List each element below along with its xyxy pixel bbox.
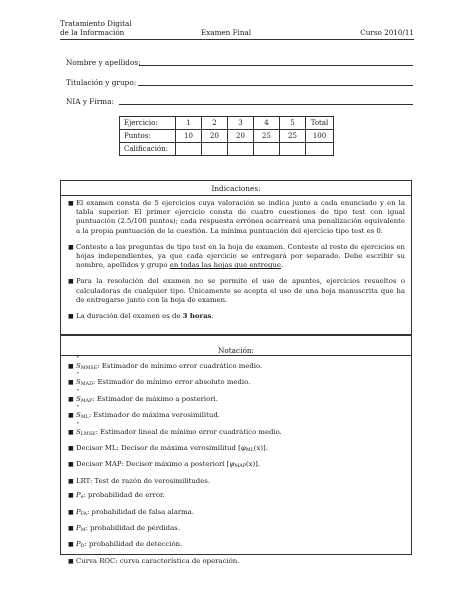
- degree-field: [66, 78, 136, 87]
- estimator-symbol: ˆ S: [76, 362, 81, 371]
- estimator-subscript: MAP: [80, 398, 93, 404]
- bullet-icon: ■: [68, 541, 74, 549]
- notation-text: Decisor ML: Decisor de máxima verosimilitud [: [76, 443, 241, 452]
- notation-item: [67, 491, 405, 502]
- bullet-icon: ■: [68, 412, 74, 420]
- notation-text: (x)].: [253, 443, 268, 452]
- instructions-title-rule: [61, 195, 411, 196]
- instruction-text: .: [280, 261, 284, 270]
- notation-item: [67, 524, 405, 535]
- instruction-text: Conteste a las preguntas de tipo test en la hoja de examen. Conteste al resto de ejercicios en hojas independientes, ya que cada ejercicio se entregará por separado. Debe escribir su nombre, apellidos y grupo: [76, 242, 405, 270]
- notation-item: [67, 557, 405, 566]
- grade-total-cell[interactable]: [306, 143, 334, 156]
- instruction-item: [67, 199, 405, 236]
- exercise-number: 1: [176, 117, 202, 130]
- header-divider: [60, 39, 414, 40]
- bullet-icon: ■: [68, 492, 74, 500]
- notation-text: (x)].: [245, 460, 261, 469]
- notation-item: [67, 428, 405, 439]
- bullet-icon: ■: [68, 557, 74, 565]
- estimator-symbol: ˆ S: [76, 378, 81, 387]
- exercise-number: 2: [202, 117, 228, 130]
- estimator-subscript: MMSE: [80, 366, 98, 371]
- notation-text: Curva ROC: curva característica de operación.: [76, 556, 240, 565]
- course-year: Curso 2010/11: [360, 28, 414, 37]
- id-field: [66, 97, 114, 106]
- estimator-symbol: ˆ S: [76, 395, 81, 404]
- probability-symbol: P: [76, 491, 81, 500]
- name-field: [66, 58, 141, 67]
- name-line[interactable]: [139, 65, 413, 66]
- bullet-icon: ■: [68, 363, 74, 370]
- instruction-item: [67, 277, 405, 305]
- exercise-row: [120, 117, 334, 130]
- points-row-label: Puntos:: [120, 130, 176, 143]
- notation-item: [67, 395, 405, 406]
- bullet-icon: ■: [68, 428, 74, 436]
- probability-symbol: P: [76, 523, 81, 532]
- grade-cell[interactable]: [228, 143, 254, 156]
- notation-text: : probabilidad de error.: [83, 491, 165, 500]
- points-value: 20: [202, 130, 228, 143]
- subject-line-1: Tratamiento Digital: [60, 19, 132, 28]
- decision-subscript: MAP: [234, 464, 246, 470]
- exam-type: Examen Final: [201, 28, 252, 37]
- probability-subscript: D: [80, 544, 85, 550]
- bullet-icon: ■: [68, 243, 74, 251]
- instruction-item: [67, 243, 405, 271]
- notation-text: Decisor MAP: Decisor máximo a posteriori [: [76, 460, 230, 469]
- degree-line[interactable]: [138, 85, 413, 86]
- notation-item: [67, 540, 405, 551]
- bullet-icon: ■: [68, 477, 74, 485]
- probability-subscript: M: [80, 527, 86, 533]
- notation-item: [67, 411, 405, 422]
- notation-text: : Estimador de mínimo error absoluto medio.: [92, 378, 251, 387]
- bullet-icon: ■: [68, 395, 74, 403]
- bullet-icon: ■: [68, 313, 74, 321]
- grade-cell[interactable]: [280, 143, 306, 156]
- notation-box: [60, 335, 412, 565]
- points-value: 10: [176, 130, 202, 143]
- instruction-text: El examen consta de 5 ejercicios cuya valoración se indica junto a cada enunciado y en la tabla superior. El primer ejercicio consta de cuatro cuestiones de tipo test con igual puntuación (2.5/100 puntos); cada respuesta errónea acarreará una penalización equivalente a la propia puntuación de la cuestión. La mínima puntuación del ejercicio tipo test es 0.: [76, 199, 405, 235]
- instructions-title: Indicaciones:: [211, 184, 261, 193]
- id-signature-line[interactable]: [119, 104, 413, 105]
- subject-line-2: de la Información: [60, 28, 125, 37]
- notation-text: : Estimador de máxima verosimilitud.: [88, 411, 220, 420]
- notation-text: : probabilidad de detección.: [84, 540, 183, 549]
- bullet-icon: ■: [68, 461, 74, 469]
- grade-row-label: Calificación:: [120, 143, 176, 156]
- notation-title-rule: [61, 355, 411, 356]
- exercise-row-label: Ejercicio:: [120, 117, 176, 130]
- name-label: Nombre y apellidos:: [66, 58, 141, 67]
- notation-text: : Estimador de máximo a posteriori.: [92, 394, 218, 403]
- notation-text: : probabilidad de pérdidas.: [85, 523, 180, 532]
- decision-subscript: ML: [245, 447, 254, 453]
- notation-item: [67, 362, 405, 373]
- instruction-text: Para la resolución del examen no se permite el uso de apuntes, ejercicios resueltos o calculadoras de cualquier tipo. Únicamente se acepta el uso de una hoja manuscrita que ha de entregarse junto con la hoja de examen.: [76, 277, 405, 304]
- estimator-subscript: ML: [80, 415, 89, 421]
- grade-cell[interactable]: [254, 143, 280, 156]
- estimator-symbol: ˆ S: [76, 428, 81, 437]
- bullet-icon: ■: [68, 379, 74, 387]
- grade-cell[interactable]: [202, 143, 228, 156]
- estimator-symbol: ˆ S: [76, 411, 81, 420]
- grade-row: [120, 143, 334, 156]
- phi-symbol: φ: [240, 443, 246, 452]
- instruction-item: [67, 312, 405, 321]
- notation-text: : Estimador lineal de mínimo error cuadrático medio.: [95, 427, 282, 436]
- grade-cell[interactable]: [176, 143, 202, 156]
- bullet-icon: ■: [68, 524, 74, 532]
- exercise-number: 3: [228, 117, 254, 130]
- notation-text: LRT: Test de razón de verosimilitudes.: [76, 476, 211, 485]
- points-value: 25: [280, 130, 306, 143]
- instruction-underlined: en todas las hojas que entregue: [169, 261, 281, 270]
- degree-label: Titulación y grupo:: [66, 78, 137, 87]
- bullet-icon: ■: [68, 200, 74, 207]
- notation-title: Notación:: [217, 346, 255, 355]
- probability-subscript: e: [80, 495, 84, 501]
- score-table: [119, 116, 334, 156]
- instruction-text: .: [211, 312, 214, 321]
- points-value: 25: [254, 130, 280, 143]
- instructions-box: [60, 180, 412, 335]
- bullet-icon: ■: [68, 508, 74, 516]
- bullet-icon: ■: [68, 278, 74, 286]
- points-value: 20: [228, 130, 254, 143]
- notation-text: : Estimador de mínimo error cuadrático medio.: [97, 362, 263, 370]
- notation-text: : probabilidad de falsa alarma.: [87, 507, 194, 516]
- notation-top-rule: [61, 335, 411, 336]
- id-label: NIA y Firma:: [66, 97, 114, 106]
- exercise-number: 5: [280, 117, 306, 130]
- points-total: 100: [306, 130, 334, 143]
- estimator-subscript: MAD: [80, 382, 93, 388]
- notation-item: [67, 508, 405, 519]
- bullet-icon: ■: [68, 444, 74, 452]
- exercise-number: 4: [254, 117, 280, 130]
- probability-symbol: P: [76, 540, 81, 549]
- subject-name: [60, 19, 132, 37]
- exam-duration: 3 horas: [182, 312, 212, 321]
- instruction-text: La duración del examen es de: [76, 312, 183, 321]
- notation-item: [67, 378, 405, 389]
- points-row: [120, 130, 334, 143]
- notation-list: [67, 362, 405, 566]
- notation-item: [67, 444, 405, 455]
- phi-symbol: φ: [229, 460, 235, 469]
- notation-item: [67, 477, 405, 486]
- total-header: Total: [306, 117, 334, 130]
- probability-subscript: FA: [80, 511, 88, 517]
- probability-symbol: P: [76, 507, 81, 516]
- notation-item: [67, 460, 405, 471]
- estimator-subscript: LMSE: [80, 431, 96, 437]
- instructions-list: [67, 199, 405, 321]
